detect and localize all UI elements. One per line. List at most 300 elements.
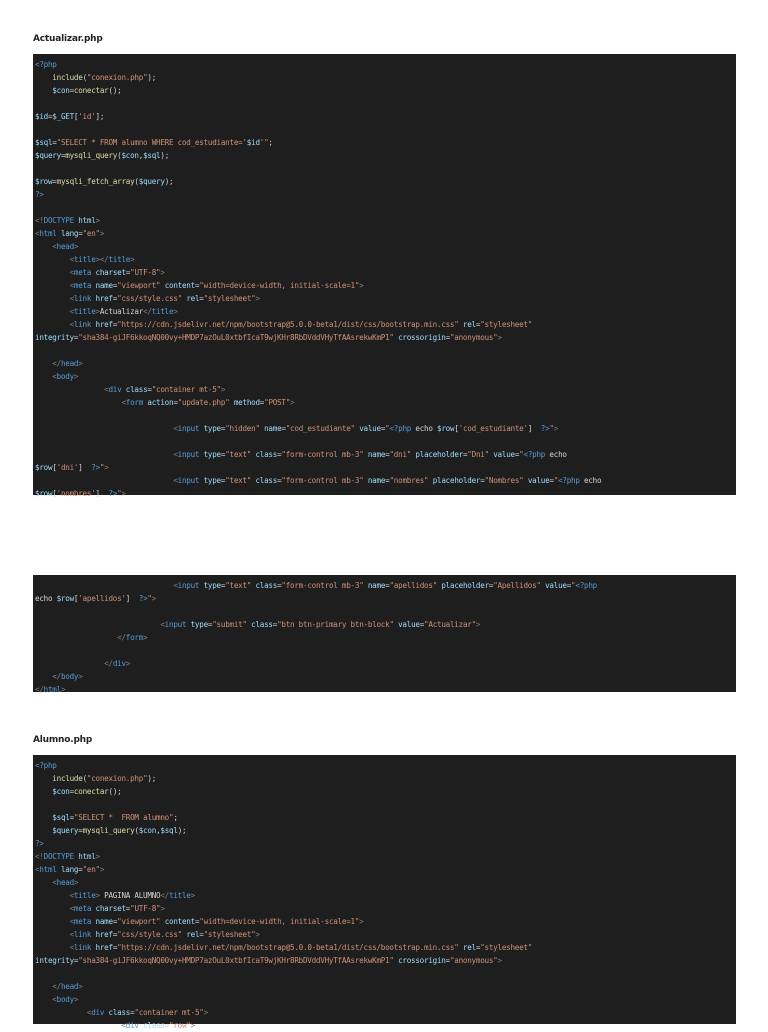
code-token: $row — [56, 594, 74, 603]
code-token: = — [112, 917, 118, 926]
code-token: </ — [52, 982, 61, 991]
code-token: charset — [95, 268, 126, 277]
code-line — [33, 772, 736, 785]
code-token: = — [445, 333, 450, 342]
code-token: "SELECT * FROM alumno" — [73, 813, 174, 822]
code-token: > — [99, 229, 105, 238]
code-token: = — [199, 294, 204, 303]
code-token: ( — [82, 774, 87, 783]
code-token: "conexion.php" — [86, 774, 148, 783]
code-token: = — [78, 865, 83, 874]
code-token: <! — [35, 852, 44, 861]
code-token: title — [108, 255, 131, 264]
code-token: rel — [186, 930, 200, 939]
code-line — [33, 863, 736, 876]
code-token: = — [194, 281, 200, 290]
code-token — [35, 73, 52, 82]
code-token: < — [69, 904, 74, 913]
code-token: [ — [52, 489, 57, 498]
code-line — [33, 941, 736, 954]
code-token: value — [493, 450, 515, 459]
code-token: mysqli_query — [65, 151, 118, 160]
code-token: 'apellidos' — [78, 594, 126, 603]
code-block-alumno — [33, 755, 736, 1030]
code-token: = — [385, 450, 390, 459]
code-token — [35, 1021, 121, 1030]
code-token: <?php — [35, 761, 57, 770]
code-token: link — [73, 930, 92, 939]
code-token: > — [95, 307, 100, 316]
code-line — [33, 253, 736, 266]
code-token: = — [73, 333, 79, 342]
code-token: $row — [35, 463, 53, 472]
code-token: "sha384-giJF6kkoqNQ00vy+HMDP7azOuL0xtbfIcaT9wjKHr8RbDVddVHyTfAAsrekwKmP1" — [78, 956, 394, 965]
code-token: "cod_estudiante" — [285, 424, 355, 433]
code-token: "anonymous" — [449, 956, 498, 965]
code-token: class — [108, 1008, 131, 1017]
code-line — [33, 850, 736, 863]
code-token — [35, 995, 52, 1004]
code-token: "nombres" — [389, 476, 429, 485]
code-line — [33, 110, 736, 123]
code-token: ] — [527, 424, 541, 433]
code-line — [33, 798, 736, 811]
code-token: = — [281, 424, 286, 433]
code-token: > — [290, 398, 295, 407]
code-token: 'id' — [78, 112, 96, 121]
code-line — [33, 592, 736, 605]
code-token: head — [60, 359, 79, 368]
code-token — [35, 813, 52, 822]
code-token: ?> — [540, 424, 550, 433]
code-line — [33, 435, 736, 448]
code-token: ); — [147, 73, 157, 82]
code-token: > — [73, 995, 79, 1004]
code-token: = — [78, 229, 83, 238]
code-token: "container mt-5" — [134, 1008, 204, 1017]
code-token: body — [56, 372, 74, 381]
code-token — [35, 878, 52, 887]
code-token — [35, 307, 70, 316]
code-token: DOCTYPE — [43, 216, 74, 225]
code-line — [33, 889, 736, 902]
code-token — [35, 904, 70, 913]
code-token: > — [255, 294, 260, 303]
code-token: = — [475, 943, 481, 952]
code-token: > — [125, 659, 131, 668]
code-token: "Dni" — [467, 450, 489, 459]
code-token: html — [78, 852, 96, 861]
code-token: > — [203, 1008, 208, 1017]
code-token: input — [177, 581, 200, 590]
code-token: " — [117, 489, 122, 498]
code-token: "anonymous" — [449, 333, 498, 342]
code-token: (); — [108, 787, 122, 796]
code-token: < — [52, 372, 57, 381]
code-token: link — [73, 943, 92, 952]
code-line — [33, 123, 736, 136]
code-token: value — [545, 581, 567, 590]
code-token: html — [39, 229, 57, 238]
code-token: class — [255, 581, 278, 590]
code-token: type — [190, 620, 208, 629]
code-token: value — [359, 424, 381, 433]
code-token: name — [367, 450, 386, 459]
code-token: < — [173, 476, 178, 485]
code-token: > — [73, 878, 79, 887]
code-token: link — [73, 320, 92, 329]
code-token: < — [69, 930, 74, 939]
code-token: action — [147, 398, 174, 407]
code-token: "width=device-width, initial-scale=1" — [199, 281, 360, 290]
code-line — [33, 279, 736, 292]
code-token — [35, 659, 104, 668]
code-token: < — [104, 385, 109, 394]
code-token: "https://cdn.jsdelivr.net/npm/bootstrap@5.0.0-beta1/dist/css/bootstrap.min.css" — [117, 943, 459, 952]
code-token: ?> — [108, 489, 118, 498]
code-token: body — [56, 995, 74, 1004]
code-token: "stylesheet" — [203, 930, 256, 939]
code-token: = — [69, 813, 74, 822]
code-token: integrity — [35, 956, 74, 965]
code-token: , — [138, 151, 144, 160]
code-token: $id — [246, 138, 260, 147]
code-token: = — [220, 476, 226, 485]
code-token: = — [147, 385, 152, 394]
code-token: = — [277, 476, 282, 485]
code-token: " — [519, 450, 524, 459]
code-token: > — [143, 633, 148, 642]
code-token: title — [169, 891, 191, 900]
code-token — [35, 281, 70, 290]
code-token: form — [125, 398, 144, 407]
code-token: > — [190, 1021, 195, 1030]
code-token: <?php — [389, 424, 412, 433]
code-token: echo — [411, 424, 438, 433]
code-token: value — [527, 476, 550, 485]
code-token: head — [60, 982, 79, 991]
code-line — [33, 785, 736, 798]
code-token: = — [73, 956, 79, 965]
code-token: = — [130, 1008, 135, 1017]
code-token: "stylesheet" — [480, 943, 533, 952]
code-token — [35, 320, 70, 329]
code-line — [33, 357, 736, 370]
code-token: > — [78, 982, 83, 991]
code-line — [33, 97, 736, 110]
code-token: = — [69, 787, 74, 796]
code-token: "viewport" — [117, 281, 161, 290]
code-line — [33, 84, 736, 97]
code-token: < — [160, 620, 165, 629]
code-token: "container mt-5" — [151, 385, 221, 394]
code-token: < — [69, 891, 74, 900]
code-token — [35, 917, 70, 926]
code-token: = — [47, 112, 53, 121]
code-line — [33, 448, 736, 461]
code-token: ]; — [95, 112, 105, 121]
code-token: head — [56, 878, 74, 887]
code-token: > — [95, 852, 100, 861]
code-line — [33, 409, 736, 422]
code-token: echo — [579, 476, 602, 485]
code-token: </ — [104, 659, 113, 668]
code-token: $id — [35, 112, 48, 121]
code-token: < — [35, 229, 40, 238]
code-token: href — [95, 320, 113, 329]
code-token: "text" — [225, 450, 252, 459]
heading-alumno-php: Alumno.php — [33, 735, 93, 745]
code-line — [33, 162, 736, 175]
code-token — [35, 620, 160, 629]
code-token — [35, 982, 52, 991]
code-token: ); — [147, 774, 157, 783]
code-line — [33, 876, 736, 889]
code-token: > — [359, 281, 364, 290]
code-token: mysqli_fetch_array — [56, 177, 135, 186]
code-line — [33, 980, 736, 993]
code-token: > — [255, 930, 260, 939]
code-token: 'cod_estudiante' — [458, 424, 528, 433]
code-token: "apellidos" — [389, 581, 438, 590]
code-token: "form-control mb-3" — [281, 450, 364, 459]
code-token: = — [385, 581, 390, 590]
code-token: "row" — [169, 1021, 191, 1030]
code-token: name — [367, 581, 386, 590]
code-token: <! — [35, 216, 44, 225]
code-token: html — [43, 685, 61, 694]
code-token: < — [69, 943, 74, 952]
code-token: " — [549, 424, 554, 433]
code-token: = — [112, 320, 118, 329]
code-line — [33, 670, 736, 683]
code-token: ( — [82, 73, 87, 82]
code-token: $sql — [160, 826, 178, 835]
code-token: </ — [52, 672, 61, 681]
code-token: title — [151, 307, 174, 316]
code-token: "stylesheet" — [480, 320, 533, 329]
code-token: content — [164, 917, 195, 926]
code-token: $_GET — [52, 112, 74, 121]
code-token: crossorigin — [398, 333, 446, 342]
code-token: = — [277, 581, 282, 590]
code-token: input — [177, 476, 200, 485]
code-token: "form-control mb-3" — [281, 581, 364, 590]
code-token: < — [69, 307, 74, 316]
code-token — [35, 943, 70, 952]
code-token: class — [255, 450, 278, 459]
code-token: = — [488, 581, 494, 590]
code-token — [35, 930, 70, 939]
code-token: " — [553, 476, 559, 485]
code-token — [35, 398, 121, 407]
code-line — [33, 422, 736, 435]
code-token: head — [56, 242, 74, 251]
code-token: = — [272, 620, 278, 629]
code-token: <?php — [558, 476, 580, 485]
code-token: = — [259, 398, 265, 407]
code-token: "Apellidos" — [493, 581, 541, 590]
code-token: ( — [134, 826, 139, 835]
code-token: "viewport" — [117, 917, 161, 926]
code-token: div — [91, 1008, 105, 1017]
code-token: < — [173, 424, 178, 433]
code-token: "conexion.php" — [86, 73, 148, 82]
code-token: < — [121, 398, 126, 407]
code-token: title — [73, 255, 96, 264]
code-token: = — [445, 956, 450, 965]
code-token: > — [160, 268, 165, 277]
code-line — [33, 618, 736, 631]
code-line — [33, 579, 736, 592]
code-token: < — [69, 268, 74, 277]
code-token: ?> — [138, 594, 148, 603]
code-token: $con — [52, 787, 70, 796]
code-token — [35, 372, 52, 381]
code-token: " — [385, 424, 390, 433]
code-token: > — [130, 255, 135, 264]
code-token: "Nombres" — [484, 476, 524, 485]
heading-actualizar-php: Actualizar.php — [33, 34, 103, 44]
code-token: $query — [52, 826, 79, 835]
code-token: </ — [52, 359, 61, 368]
code-token: 'dni' — [56, 463, 79, 472]
code-line — [33, 136, 736, 149]
code-token — [35, 268, 70, 277]
code-token: <?php — [575, 581, 597, 590]
code-token: = — [220, 581, 226, 590]
code-token: meta — [73, 904, 92, 913]
code-token: " — [571, 581, 576, 590]
code-token: < — [35, 865, 40, 874]
code-token: html — [39, 865, 57, 874]
code-token: $sql — [52, 813, 70, 822]
code-token: ; — [173, 813, 178, 822]
code-token: method — [233, 398, 260, 407]
code-token: > — [475, 620, 481, 629]
code-line — [33, 370, 736, 383]
code-token: name — [95, 917, 113, 926]
code-token: = — [125, 904, 131, 913]
code-token — [35, 1008, 87, 1017]
code-token: "POST" — [264, 398, 291, 407]
code-token: < — [69, 294, 74, 303]
code-line — [33, 928, 736, 941]
code-token: < — [69, 255, 74, 264]
code-token: < — [173, 581, 178, 590]
code-token: name — [95, 281, 113, 290]
code-token: include — [52, 774, 83, 783]
code-token: < — [52, 242, 57, 251]
code-token: "update.php" — [177, 398, 230, 407]
code-token: "stylesheet" — [203, 294, 256, 303]
code-line — [33, 175, 736, 188]
code-token: "submit" — [212, 620, 247, 629]
code-token: </ — [35, 685, 44, 694]
code-token: "dni" — [389, 450, 412, 459]
code-token: form — [125, 633, 144, 642]
code-line — [33, 305, 736, 318]
code-token: $query — [35, 151, 61, 160]
code-token: placeholder — [441, 581, 489, 590]
code-token: ( — [117, 151, 122, 160]
code-line — [33, 902, 736, 915]
code-token: > — [73, 372, 79, 381]
code-token: > — [78, 672, 83, 681]
code-token: 'nombres' — [56, 489, 96, 498]
code-token: title — [73, 307, 96, 316]
code-line — [33, 644, 736, 657]
code-line — [33, 292, 736, 305]
code-token: > — [220, 385, 226, 394]
code-token: type — [203, 450, 221, 459]
code-token: > — [173, 307, 178, 316]
code-token: > — [497, 333, 502, 342]
code-token: meta — [73, 917, 92, 926]
code-line — [33, 240, 736, 253]
code-token — [35, 294, 70, 303]
code-token: = — [60, 151, 66, 160]
code-token — [35, 255, 70, 264]
code-token — [35, 476, 173, 485]
code-token: $query — [138, 177, 165, 186]
code-token: = — [199, 930, 204, 939]
code-token: $con — [138, 826, 157, 835]
code-token: conectar — [73, 787, 109, 796]
code-token — [35, 450, 173, 459]
code-token: div — [125, 1021, 139, 1030]
code-token: "https://cdn.jsdelivr.net/npm/bootstrap@5.0.0-beta1/dist/css/bootstrap.min.css" — [117, 320, 459, 329]
code-token: meta — [73, 281, 92, 290]
code-token — [35, 385, 104, 394]
code-token: input — [177, 450, 200, 459]
code-line — [33, 149, 736, 162]
code-token: <?php — [35, 60, 57, 69]
code-token: mysqli_query — [82, 826, 135, 835]
code-token: ?> — [35, 839, 44, 848]
code-token: = — [69, 86, 74, 95]
code-token: > — [190, 891, 195, 900]
code-token: </ — [143, 307, 152, 316]
code-token: $con — [52, 86, 70, 95]
code-token: "text" — [225, 581, 252, 590]
code-token: = — [480, 476, 485, 485]
code-token: < — [52, 995, 57, 1004]
code-line — [33, 461, 736, 474]
code-token — [35, 826, 52, 835]
code-token: [ — [52, 463, 57, 472]
code-token: > — [73, 242, 79, 251]
code-line — [33, 318, 736, 331]
code-token: = — [207, 620, 213, 629]
code-token: = — [475, 320, 481, 329]
code-token: < — [69, 281, 74, 290]
code-token: = — [220, 450, 226, 459]
code-token: > — [497, 956, 502, 965]
code-token: link — [73, 294, 92, 303]
code-line — [33, 487, 736, 500]
code-token: "btn btn-primary btn-block" — [277, 620, 394, 629]
code-token: "text" — [225, 476, 252, 485]
code-token: = — [52, 177, 57, 186]
code-token: rel — [186, 294, 200, 303]
code-token: = — [380, 424, 386, 433]
code-line — [33, 266, 736, 279]
code-line — [33, 396, 736, 409]
code-token: [ — [73, 594, 79, 603]
code-token: name — [367, 476, 386, 485]
code-token: content — [164, 281, 195, 290]
